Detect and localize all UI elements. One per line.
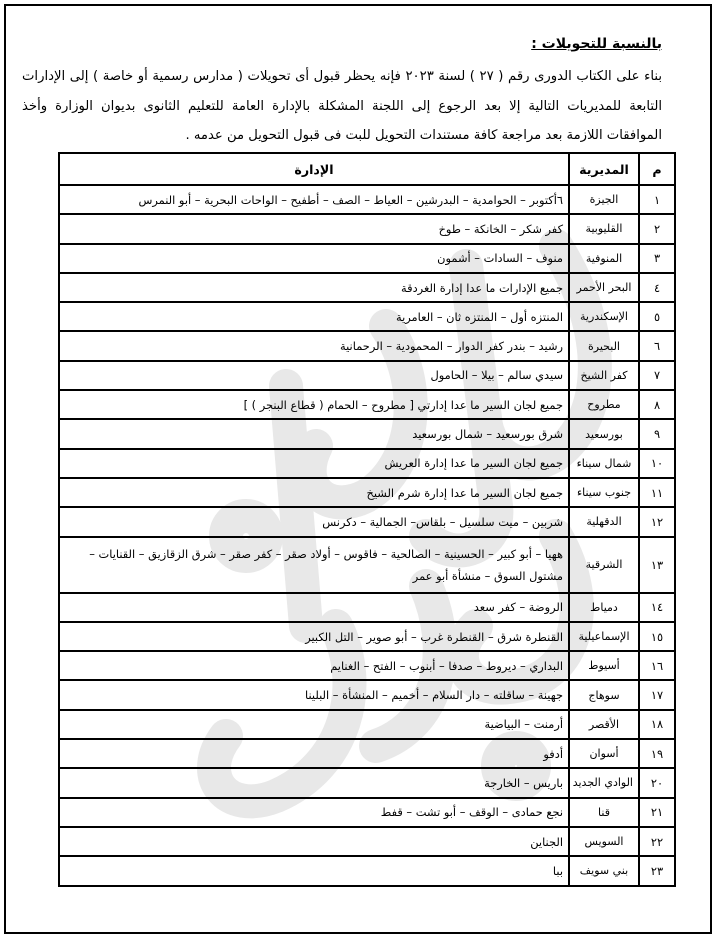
row-directorate: الوادي الجديد [569,768,639,797]
table-row [59,680,675,709]
row-directorate: الجيزة [569,185,639,214]
row-administrations: ٦أكتوبر – الحوامدية – البدرشين – العياط – الصف – أطفيح – الواحات البحرية – أبو النمرس [59,185,569,214]
row-directorate: البحيرة [569,331,639,360]
header-directorate: المديرية [569,153,639,185]
row-administrations: ببا [59,856,569,885]
table-row [59,798,675,827]
row-directorate: سوهاج [569,680,639,709]
section-heading: بالنسبة للتحويلات : [531,36,662,52]
row-directorate: مطروح [569,390,639,419]
row-number: ٣ [639,244,675,273]
row-directorate: المنوفية [569,244,639,273]
row-number: ٦ [639,331,675,360]
row-number: ٢١ [639,798,675,827]
table-header-row [59,153,675,185]
row-directorate: قنا [569,798,639,827]
row-administrations: البداري – ديروط – صدفا – أبنوب – الفتح – الغنايم [59,651,569,680]
row-number: ٢٠ [639,768,675,797]
row-number: ١٩ [639,739,675,768]
row-administrations: كفر شكر – الخانكة – طوخ [59,214,569,243]
row-directorate: دمياط [569,593,639,622]
row-directorate: الأقصر [569,710,639,739]
row-number: ٢ [639,214,675,243]
row-directorate: كفر الشيخ [569,361,639,390]
document-page [4,4,712,934]
row-administrations: جميع لجان السير ما عدا إدارة شرم الشيخ [59,478,569,507]
row-number: ١٣ [639,537,675,593]
table-row [59,478,675,507]
row-number: ٩ [639,419,675,448]
row-administrations: جميع الإدارات ما عدا إدارة الغردقة [59,273,569,302]
row-administrations: أرمنت – البياضية [59,710,569,739]
table-row [59,739,675,768]
table-row [59,593,675,622]
table-row [59,856,675,885]
table-row [59,273,675,302]
table-row [59,507,675,536]
row-directorate: بورسعيد [569,419,639,448]
header-administration: الإدارة [59,153,569,185]
row-administrations: نجع حمادى – الوقف – أبو تشت – قفط [59,798,569,827]
table-row [59,331,675,360]
row-number: ٢٢ [639,827,675,856]
row-administrations: جميع لجان السير ما عدا إدارتي [ مطروح – الحمام ( قطاع البنجر ) ] [59,390,569,419]
row-administrations: شرق بورسعيد – شمال بورسعيد [59,419,569,448]
row-number: ١٦ [639,651,675,680]
row-directorate: الدقهلية [569,507,639,536]
row-administrations: جهينة – ساقلته – دار السلام – أخميم – المنشأة – البلينا [59,680,569,709]
row-administrations: رشيد – بندر كفر الدوار – المحمودية – الرحمانية [59,331,569,360]
table-row [59,244,675,273]
row-administrations: ههيا – أبو كبير – الحسينية – الصالحية – فاقوس – أولاد صقر – كفر صقر – شرق الزقازيق – القنايات – مشتول السوق – منشأة أبو عمر [59,537,569,593]
row-administrations: منوف – السادات – أشمون [59,244,569,273]
row-administrations: جميع لجان السير ما عدا إدارة العريش [59,449,569,478]
table-row [59,214,675,243]
row-administrations: الروضة – كفر سعد [59,593,569,622]
table-row [59,827,675,856]
table-row [59,651,675,680]
table-row [59,302,675,331]
row-directorate: شمال سيناء [569,449,639,478]
row-directorate: البحر الأحمر [569,273,639,302]
row-number: ١٥ [639,622,675,651]
table-row [59,361,675,390]
intro-paragraph: بناء على الكتاب الدورى رقم ( ٢٧ ) لسنة ٢٠٢٣ فإنه يحظر قبول أى تحويلات ( مدارس رسمية أو خاصة ) إلى الإدارات التابعة للمديريات التالية إلا بعد الرجوع إلى اللجنة المشكلة بالإدارة العامة للتعليم الثانوى بديوان الوزارة وأخذ الموافقات اللازمة بعد مراجعة كافة مستندات التحويل للبت فى قبول التحويل من عدمه . [22,69,662,143]
row-administrations: باريس – الخارجة [59,768,569,797]
directorates-table [58,152,676,887]
row-number: ١٨ [639,710,675,739]
table-row [59,419,675,448]
row-administrations: سيدي سالم – بيلا – الحامول [59,361,569,390]
row-directorate: الشرقية [569,537,639,593]
row-number: ١٤ [639,593,675,622]
row-number: ١ [639,185,675,214]
table-row [59,768,675,797]
row-directorate: بني سويف [569,856,639,885]
table-row [59,449,675,478]
row-number: ١٢ [639,507,675,536]
row-number: ٧ [639,361,675,390]
table-row [59,185,675,214]
table-row [59,390,675,419]
row-number: ٤ [639,273,675,302]
row-administrations: شربين – ميت سلسيل – بلقاس– الجمالية – دكرنس [59,507,569,536]
row-number: ٨ [639,390,675,419]
row-number: ١٧ [639,680,675,709]
table-row [59,710,675,739]
row-directorate: الإسماعيلية [569,622,639,651]
row-directorate: الإسكندرية [569,302,639,331]
row-number: ١١ [639,478,675,507]
table-row [59,537,675,593]
row-administrations: الجناين [59,827,569,856]
table-row [59,622,675,651]
header-num: م [639,153,675,185]
row-number: ٥ [639,302,675,331]
row-directorate: أسيوط [569,651,639,680]
row-directorate: السويس [569,827,639,856]
row-number: ١٠ [639,449,675,478]
row-directorate: جنوب سيناء [569,478,639,507]
row-administrations: أدفو [59,739,569,768]
row-directorate: القليوبية [569,214,639,243]
row-administrations: المنتزه أول – المنتزه ثان – العامرية [59,302,569,331]
row-directorate: أسوان [569,739,639,768]
row-administrations: القنطرة شرق – القنطرة غرب – أبو صوير – التل الكبير [59,622,569,651]
row-number: ٢٣ [639,856,675,885]
